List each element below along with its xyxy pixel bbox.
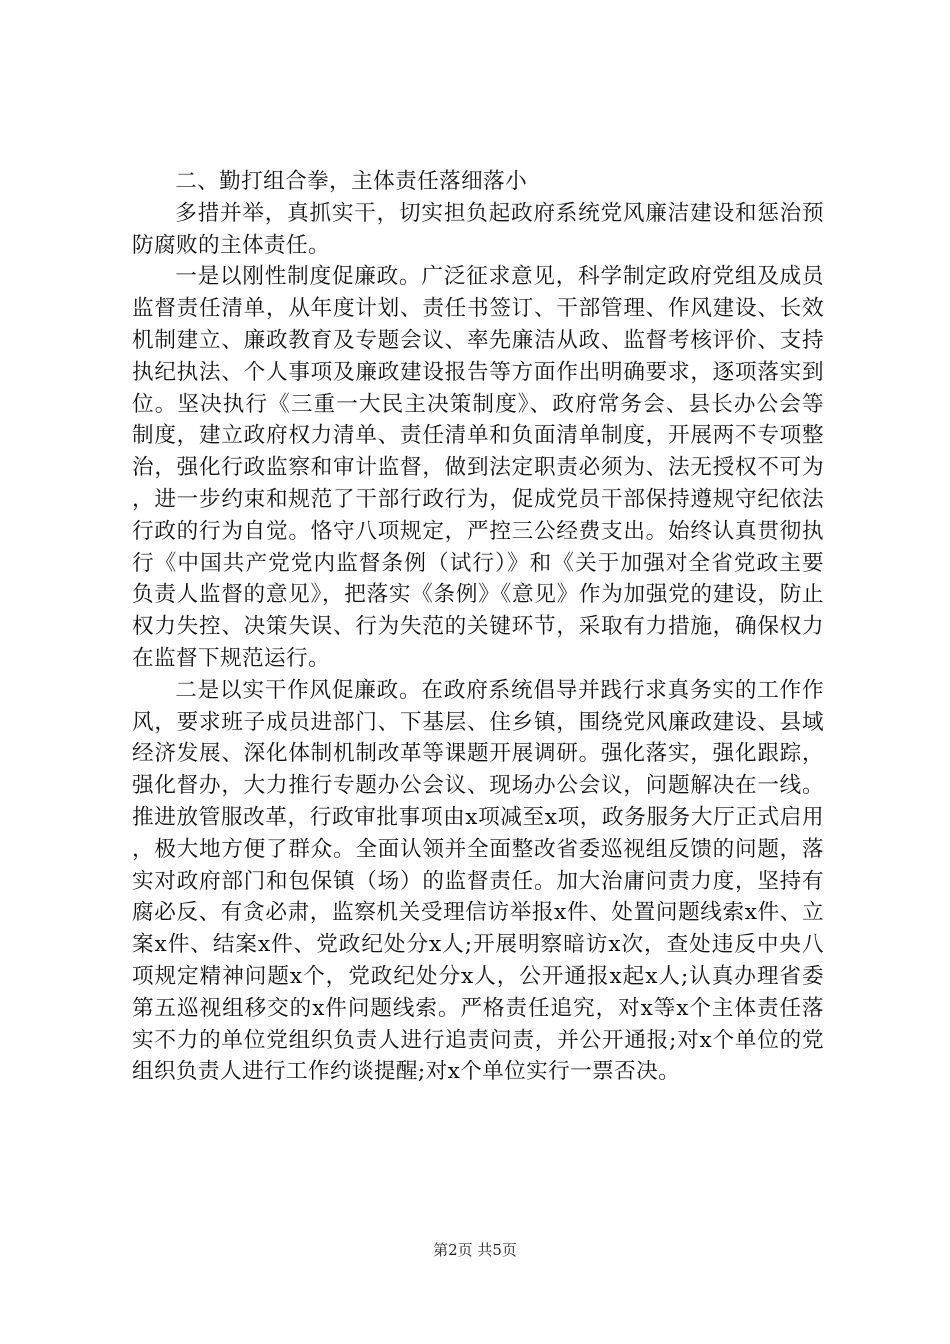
paragraph-practical-style: 二是以实干作风促廉政。在政府系统倡导并践行求真务实的工作作风，要求班子成员进部门、下基层、住乡镇，围绕党风廉政建设、县域经济发展、深化体制机制改革等课题开展调研。强化落实，强化跟踪，强化督办，大力推行专题办公会议、现场办公会议，问题解决在一线。推进放管服改革，行政审批事项由x项减至x项，政务服务大厅正式启用，极大地方便了群众。全面认领并全面整改省委巡视组反馈的问题，落实对政府部门和包保镇（场）的监督责任。加大治庸问责力度，坚持有腐必反、有贪必肃，监察机关受理信访举报x件、处置问题线索x件、立案x件、结案x件、党政纪处分x人;开展明察暗访x次，查处违反中央八项规定精神问题x个，党政纪处分x人，公开通报x起x人;认真办理省委第五巡视组移交的x件问题线索。严格责任追究，对x等x个主体责任落实不力的单位党组织负责人进行追责问责，并公开通报;对x个单位的党组织负责人进行工作约谈提醒;对x个单位实行一票否决。 xyxy=(132,677,824,1085)
intro-paragraph: 多措并举，真抓实干，切实担负起政府系统党风廉洁建设和惩治预防腐败的主体责任。 xyxy=(132,200,824,258)
document-body xyxy=(132,166,824,1088)
paragraph-rigid-system: 一是以刚性制度促廉政。广泛征求意见，科学制定政府党组及成员监督责任清单，从年度计划、责任书签订、干部管理、作风建设、长效机制建立、廉政教育及专题会议、率先廉洁从政、监督考核评价、支持执纪执法、个人事项及廉政建设报告等方面作出明确要求，逐项落实到位。坚决执行《三重一大民主决策制度》、政府常务会、县长办公会等制度，建立政府权力清单、责任清单和负面清单制度，开展两不专项整治，强化行政监察和审计监督，做到法定职责必须为、法无授权不可为，进一步约束和规范了干部行政行为，促成党员干部保持遵规守纪依法行政的行为自觉。恪守八项规定，严控三公经费支出。始终认真贯彻执行《中国共产党党内监督条例（试行）》和《关于加强对全省党政主要负责人监督的意见》，把落实《条例》《意见》作为加强党的建设，防止权力失控、决策失误、行为失范的关键环节，采取有力措施，确保权力在监督下规范运行。 xyxy=(132,264,824,671)
page-footer: 第2页 共5页 xyxy=(433,1241,517,1259)
section-heading: 二、勤打组合拳，主体责任落细落小 xyxy=(175,169,528,194)
